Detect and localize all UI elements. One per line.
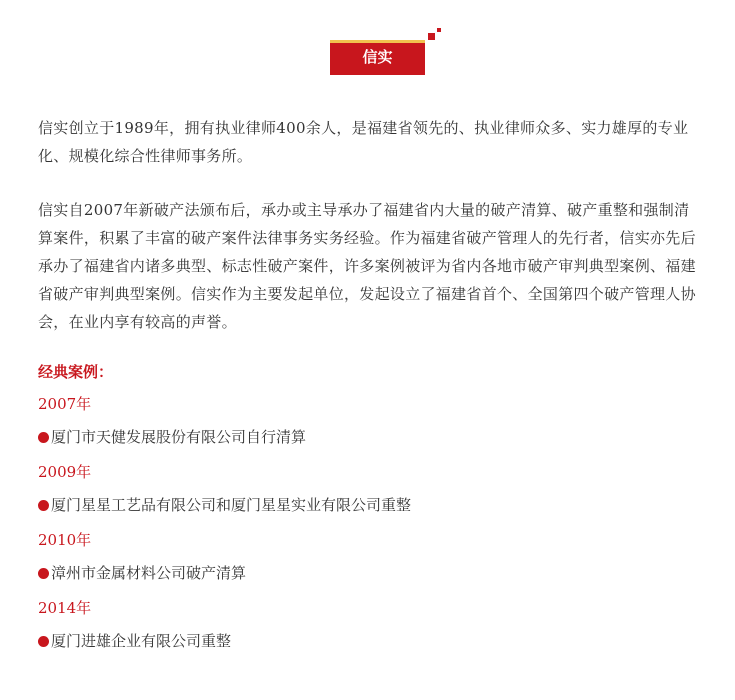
case-item-label: 漳州市金属材料公司破产清算 [51,564,247,582]
red-dot-icon [38,568,49,579]
case-year: 2009年 [38,463,92,481]
case-year: 2007年 [38,395,92,413]
case-item [38,495,698,515]
decorative-square-small [437,28,441,32]
intro-paragraph: 信实创立于1989年，拥有执业律师400余人，是福建省领先的、执业律师众多、实力雄厚的专业化、规模化综合性律师事务所。 [38,119,689,165]
red-dot-icon [38,636,49,647]
case-year: 2014年 [38,599,92,617]
red-dot-icon [38,432,49,443]
red-dot-icon [38,500,49,511]
case-item-label: 厦门进雄企业有限公司重整 [51,632,232,650]
case-item-label: 厦门市天健发展股份有限公司自行清算 [51,428,307,446]
section-title: 信实 [362,48,393,66]
case-item [38,631,698,651]
case-item [38,563,698,583]
bankruptcy-paragraph: 信实自2007年新破产法颁布后，承办或主导承办了福建省内大量的破产清算、破产重整和强制清算案件，积累了丰富的破产案件法律事务实务经验。作为福建省破产管理人的先行者，信实亦先后承办了福建省内诸多典型、标志性破产案件，许多案例被评为省内各地市破产审判典型案例、福建省破产审判典型案例。信实作为主要发起单位，发起设立了福建省首个、全国第四个破产管理人协会，在业内享有较高的声誉。 [38,201,696,331]
case-item-label: 厦门星星工艺品有限公司和厦门星星实业有限公司重整 [51,496,412,514]
decorative-square-large [428,33,435,40]
case-year: 2010年 [38,531,92,549]
section-title-badge [330,40,425,75]
main-content [38,114,698,666]
classic-cases-heading: 经典案例： [38,363,114,381]
case-item [38,427,698,447]
